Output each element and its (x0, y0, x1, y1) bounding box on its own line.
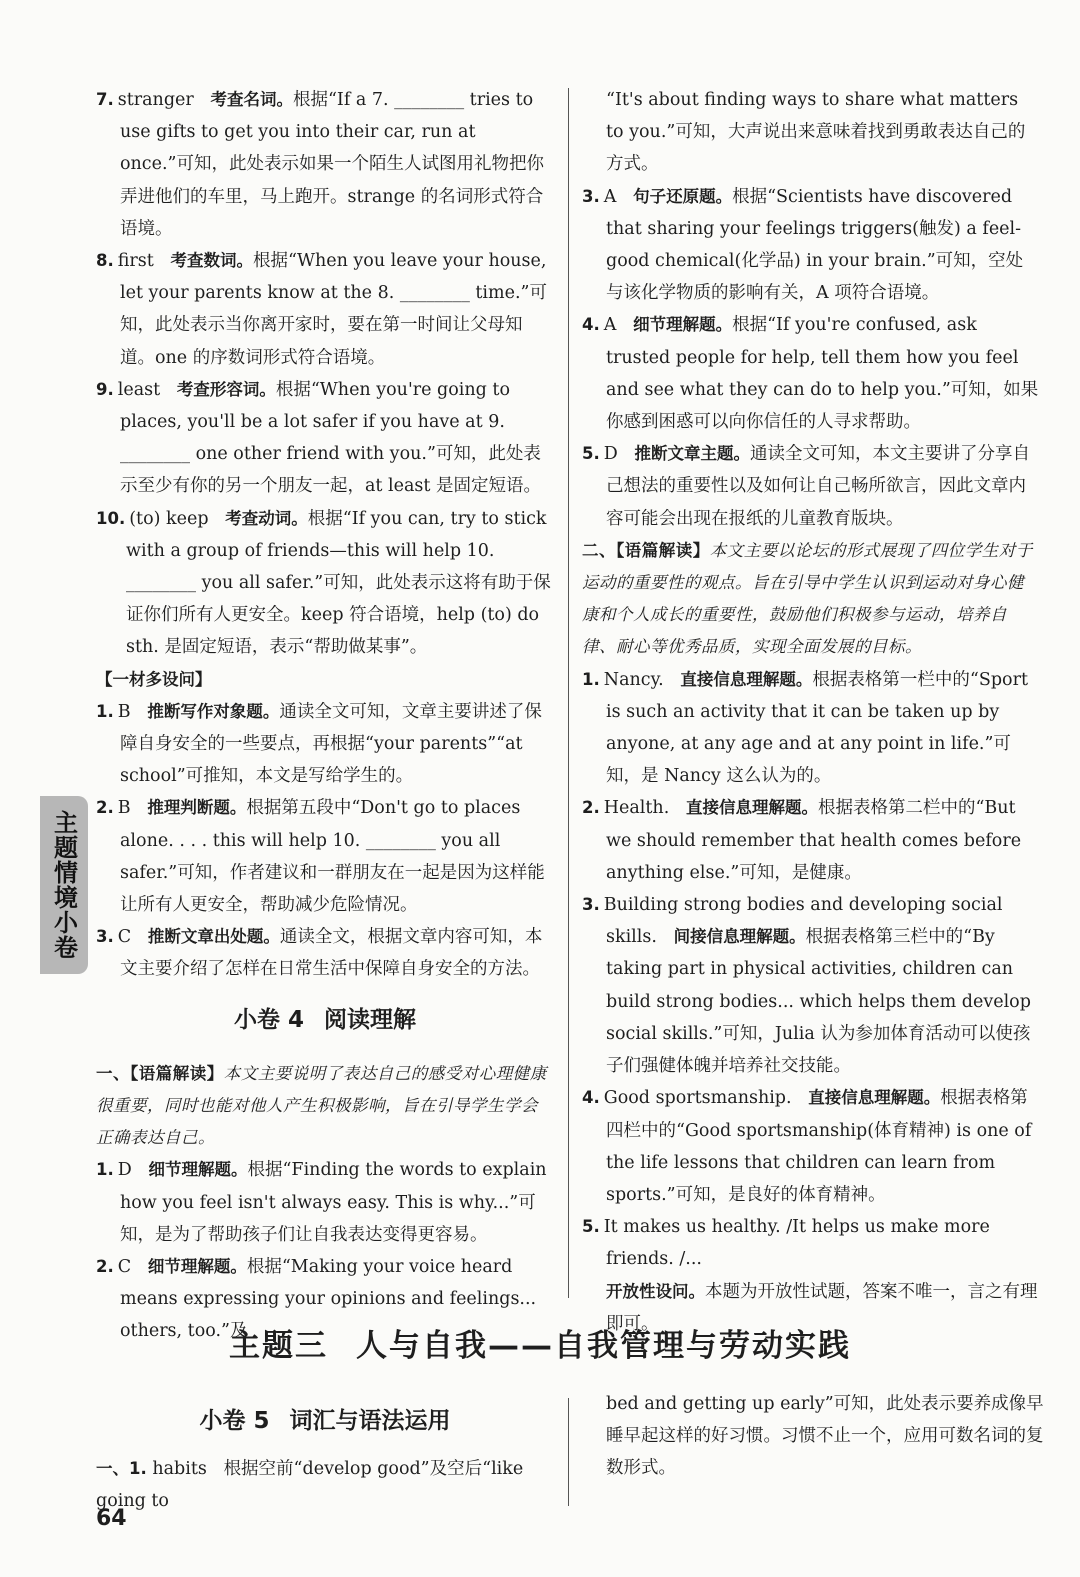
answer-key: It makes us healthy. /It helps us make more friends. /... (603, 1217, 990, 1270)
answer-key: stranger (117, 90, 194, 110)
multi-item-3 (96, 921, 554, 985)
passage2-item-2 (582, 792, 1040, 889)
item-number: 5. (582, 444, 600, 464)
item-number: 2. (582, 798, 600, 818)
question-type: 直接信息理解题。 (685, 798, 818, 818)
question-type: 考查数词。 (170, 251, 254, 271)
item-number: 4. (582, 315, 600, 335)
explanation: 根据表格第一栏中的“Sport is such an activity that it can be taken up by anyone, at any age and at any point in life.”可知，是 Nancy 这么认为的。 (606, 669, 1028, 787)
reading-item-3 (582, 181, 1040, 310)
answer-key: Good sportsmanship. (603, 1088, 792, 1109)
column-divider (568, 88, 569, 1298)
answer-key: C (117, 927, 132, 948)
answer-key: habits (152, 1459, 207, 1479)
explanation: 根据“If you can, try to stick with a group of friends—this will help 10. ________ you all safer.”可知，此处表示这将有助于保证你们所有人更安全。keep 符合语境，help (to) do sth. 是固定短语，表示“帮助做某事”。 (126, 508, 551, 658)
answer-item-7 (96, 84, 554, 245)
explanation: 根据“Making your voice heard means expressing your opinions and feelings... others, too.”及 (120, 1256, 537, 1342)
side-tab (40, 796, 88, 974)
explanation: 通读全文可知，本文主要讲了分享自己想法的重要性以及如何让自己畅所欲言，因此文章内容可能会出现在报纸的儿童教育版块。 (606, 444, 1030, 529)
explanation: 根据“When you leave your house, let your parents know at the 8. ________ time.”可知，此处表示当你离开家时，要在第一时间让父母知道。one 的序数词形式符合语境。 (120, 251, 547, 368)
item-number: 5. (582, 1217, 600, 1237)
question-type: 直接信息理解题。 (680, 669, 813, 689)
reading-item-1 (96, 1154, 554, 1251)
explanation: 根据表格第三栏中的“By taking part in physical activities, children can build strong bodies... which helps them develop social skills.”可知，Julia 认为参加体育活动可以使孩子们强健体魄并培养社交技能。 (606, 927, 1031, 1077)
answer-key: Nancy. (603, 669, 664, 690)
side-tab-label: 主题情境小卷 (49, 810, 78, 960)
explanation: 通读全文可知，文章主要讲述了保障自身安全的一些要点，再根据“your parents”“at school”可推知，本文是写给学生的。 (120, 701, 542, 787)
passage2-item-3 (582, 889, 1040, 1082)
answer-key: A (603, 315, 617, 336)
item-number: 一、1. (96, 1459, 147, 1478)
item-number: 8. (96, 251, 114, 271)
intro-lead: 一、【语篇解读】 (96, 1063, 224, 1083)
vocab-item-1-continued: bed and getting up early”可知，此处表示要养成像早睡早起这样的好习惯。习惯不止一个，应用可数名词的复数形式。 (606, 1394, 1044, 1478)
question-type: 细节理解题。 (147, 1256, 247, 1276)
passage-intro-2 (582, 535, 1040, 664)
item-number: 3. (582, 186, 600, 206)
answer-item-8 (96, 245, 554, 374)
reading-item-5 (582, 438, 1040, 535)
intro-body: 本文主要以论坛的形式展现了四位学生对于运动的重要性的观点。旨在引导中学生认识到运动对身心健康和个人成长的重要性，鼓励他们积极参与运动，培养自律、耐心等优秀品质，实现全面发展的目标。 (582, 540, 1033, 657)
left-column (96, 84, 554, 1348)
section-label: 小卷 4 (233, 1006, 304, 1033)
answer-key: B (117, 798, 131, 819)
section-label: 小卷 5 (199, 1408, 270, 1434)
explanation: 根据“Finding the words to explain how you feel isn't always easy. This is why...”可知，是为了帮助孩子们让自我表达变得更容易。 (120, 1160, 547, 1245)
explanation: 通读全文，根据文章内容可知，本文主要介绍了怎样在日常生活中保障自身安全的方法。 (120, 927, 543, 980)
question-type: 直接信息理解题。 (808, 1088, 941, 1108)
answer-item-10 (96, 503, 554, 664)
section-heading-4 (96, 1004, 554, 1036)
passage-intro-1 (96, 1058, 554, 1155)
answer-key: D (603, 444, 618, 465)
explanation: 根据“When you're going to places, you'll be a lot safer if you have at 9. ________ one other friend with you.”可知，此处表示至少有你的另一个朋友一起，at least 是固定短语。 (120, 379, 541, 497)
question-type: 句子还原题。 (633, 186, 733, 206)
explanation: 根据“Scientists have discovered that sharing your feelings triggers(触发) a feel-good chemical(化学品) in your brain.”可知，空处与该化学物质的影响有关，A 项符合语境。 (606, 186, 1024, 304)
answer-key: Building strong bodies and developing social skills. (603, 895, 1003, 948)
answer-key: A (603, 186, 617, 207)
answer-key: least (117, 379, 161, 400)
intro-lead: 二、【语篇解读】 (582, 540, 710, 560)
question-type: 推断写作对象题。 (147, 701, 280, 721)
question-type: 考查形容词。 (176, 379, 276, 399)
explanation: 根据表格第四栏中的“Good sportsmanship(体育精神) is one of the life lessons that children can learn from sports.”可知，是良好的体育精神。 (606, 1088, 1032, 1205)
section-title: 词汇与语法运用 (289, 1408, 451, 1434)
question-type: 细节理解题。 (633, 315, 733, 335)
item-number: 1. (96, 1160, 114, 1180)
intro-body: 本文主要说明了表达自己的感受对心理健康很重要，同时也能对他人产生积极影响，旨在引导学生学会正确表达自己。 (96, 1063, 547, 1148)
answer-key: C (117, 1256, 132, 1277)
passage2-item-4 (582, 1082, 1040, 1211)
item-number: 2. (96, 1256, 114, 1276)
question-type: 间接信息理解题。 (673, 927, 806, 947)
right-column (582, 84, 1040, 1340)
multi-question-header: 【一材多设问】 (96, 669, 212, 689)
question-type: 推断文章主题。 (634, 444, 750, 464)
explanation: 根据第五段中“Don't go to places alone. . . . this will help 10. ________ you all safer.”可知，作者建议和一群朋友在一起是因为这样能让所有人更安全，帮助减少危险情况。 (120, 798, 545, 916)
theme-name: 人与自我——自我管理与劳动实践 (356, 1328, 851, 1364)
answer-key: B (117, 701, 131, 722)
passage2-item-1 (582, 664, 1040, 793)
answer-key: D (117, 1160, 132, 1181)
answer-item-9 (96, 374, 554, 503)
section-heading-5 (96, 1402, 554, 1435)
explanation: 根据“If a 7. ________ tries to use gifts to get you into their car, run at once.”可知，此处表示如果一个陌生人试图用礼物把你弄进他们的车里，马上跑开。strange 的名词形式符合语境。 (120, 90, 544, 239)
answer-key: (to) keep (129, 508, 209, 529)
explanation: 根据“If you're confused, ask trusted people for help, tell them how you feel and see what they can do to help you.”可知，如果你感到困惑可以向你信任的人寻求帮助。 (606, 315, 1039, 433)
item-number: 3. (96, 927, 114, 947)
question-type: 推断文章出处题。 (147, 927, 280, 947)
answer-key: Health. (603, 798, 670, 819)
answer-key: first (117, 251, 154, 272)
question-type: 考查动词。 (225, 508, 308, 528)
item-number: 7. (96, 90, 114, 109)
item-number: 10. (96, 508, 126, 528)
column-divider-bottom (568, 1398, 569, 1506)
question-type: 推理判断题。 (147, 798, 247, 818)
explanation: 根据表格第二栏中的“But we should remember that health comes before anything else.”可知，是健康。 (606, 798, 1022, 883)
vocab-item-1 (96, 1453, 558, 1517)
item-number: 4. (582, 1088, 600, 1108)
question-type: 考查名词。 (210, 90, 293, 109)
page-number: 64 (96, 1506, 127, 1531)
section-title: 阅读理解 (324, 1006, 416, 1033)
reading-item-4 (582, 309, 1040, 438)
explanation: 本题为开放性试题，答案不唯一，言之有理即可。 (606, 1281, 1038, 1334)
item-number: 1. (582, 669, 600, 689)
question-type: 开放性设问。 (606, 1281, 705, 1301)
explanation: 根据空前“develop good”及空后“like going to (96, 1459, 524, 1511)
item-number: 2. (96, 798, 114, 818)
reading-item-2-continued: “It's about finding ways to share what matters to you.”可知，大声说出来意味着找到勇敢表达自己的方式。 (606, 90, 1026, 175)
multi-item-2 (96, 792, 554, 921)
theme-label: 主题三 (229, 1328, 328, 1364)
item-number: 1. (96, 701, 114, 721)
item-number: 3. (582, 895, 600, 915)
multi-item-1 (96, 696, 554, 793)
item-number: 9. (96, 379, 114, 399)
question-type: 细节理解题。 (148, 1160, 248, 1180)
theme-title (0, 1320, 1080, 1365)
